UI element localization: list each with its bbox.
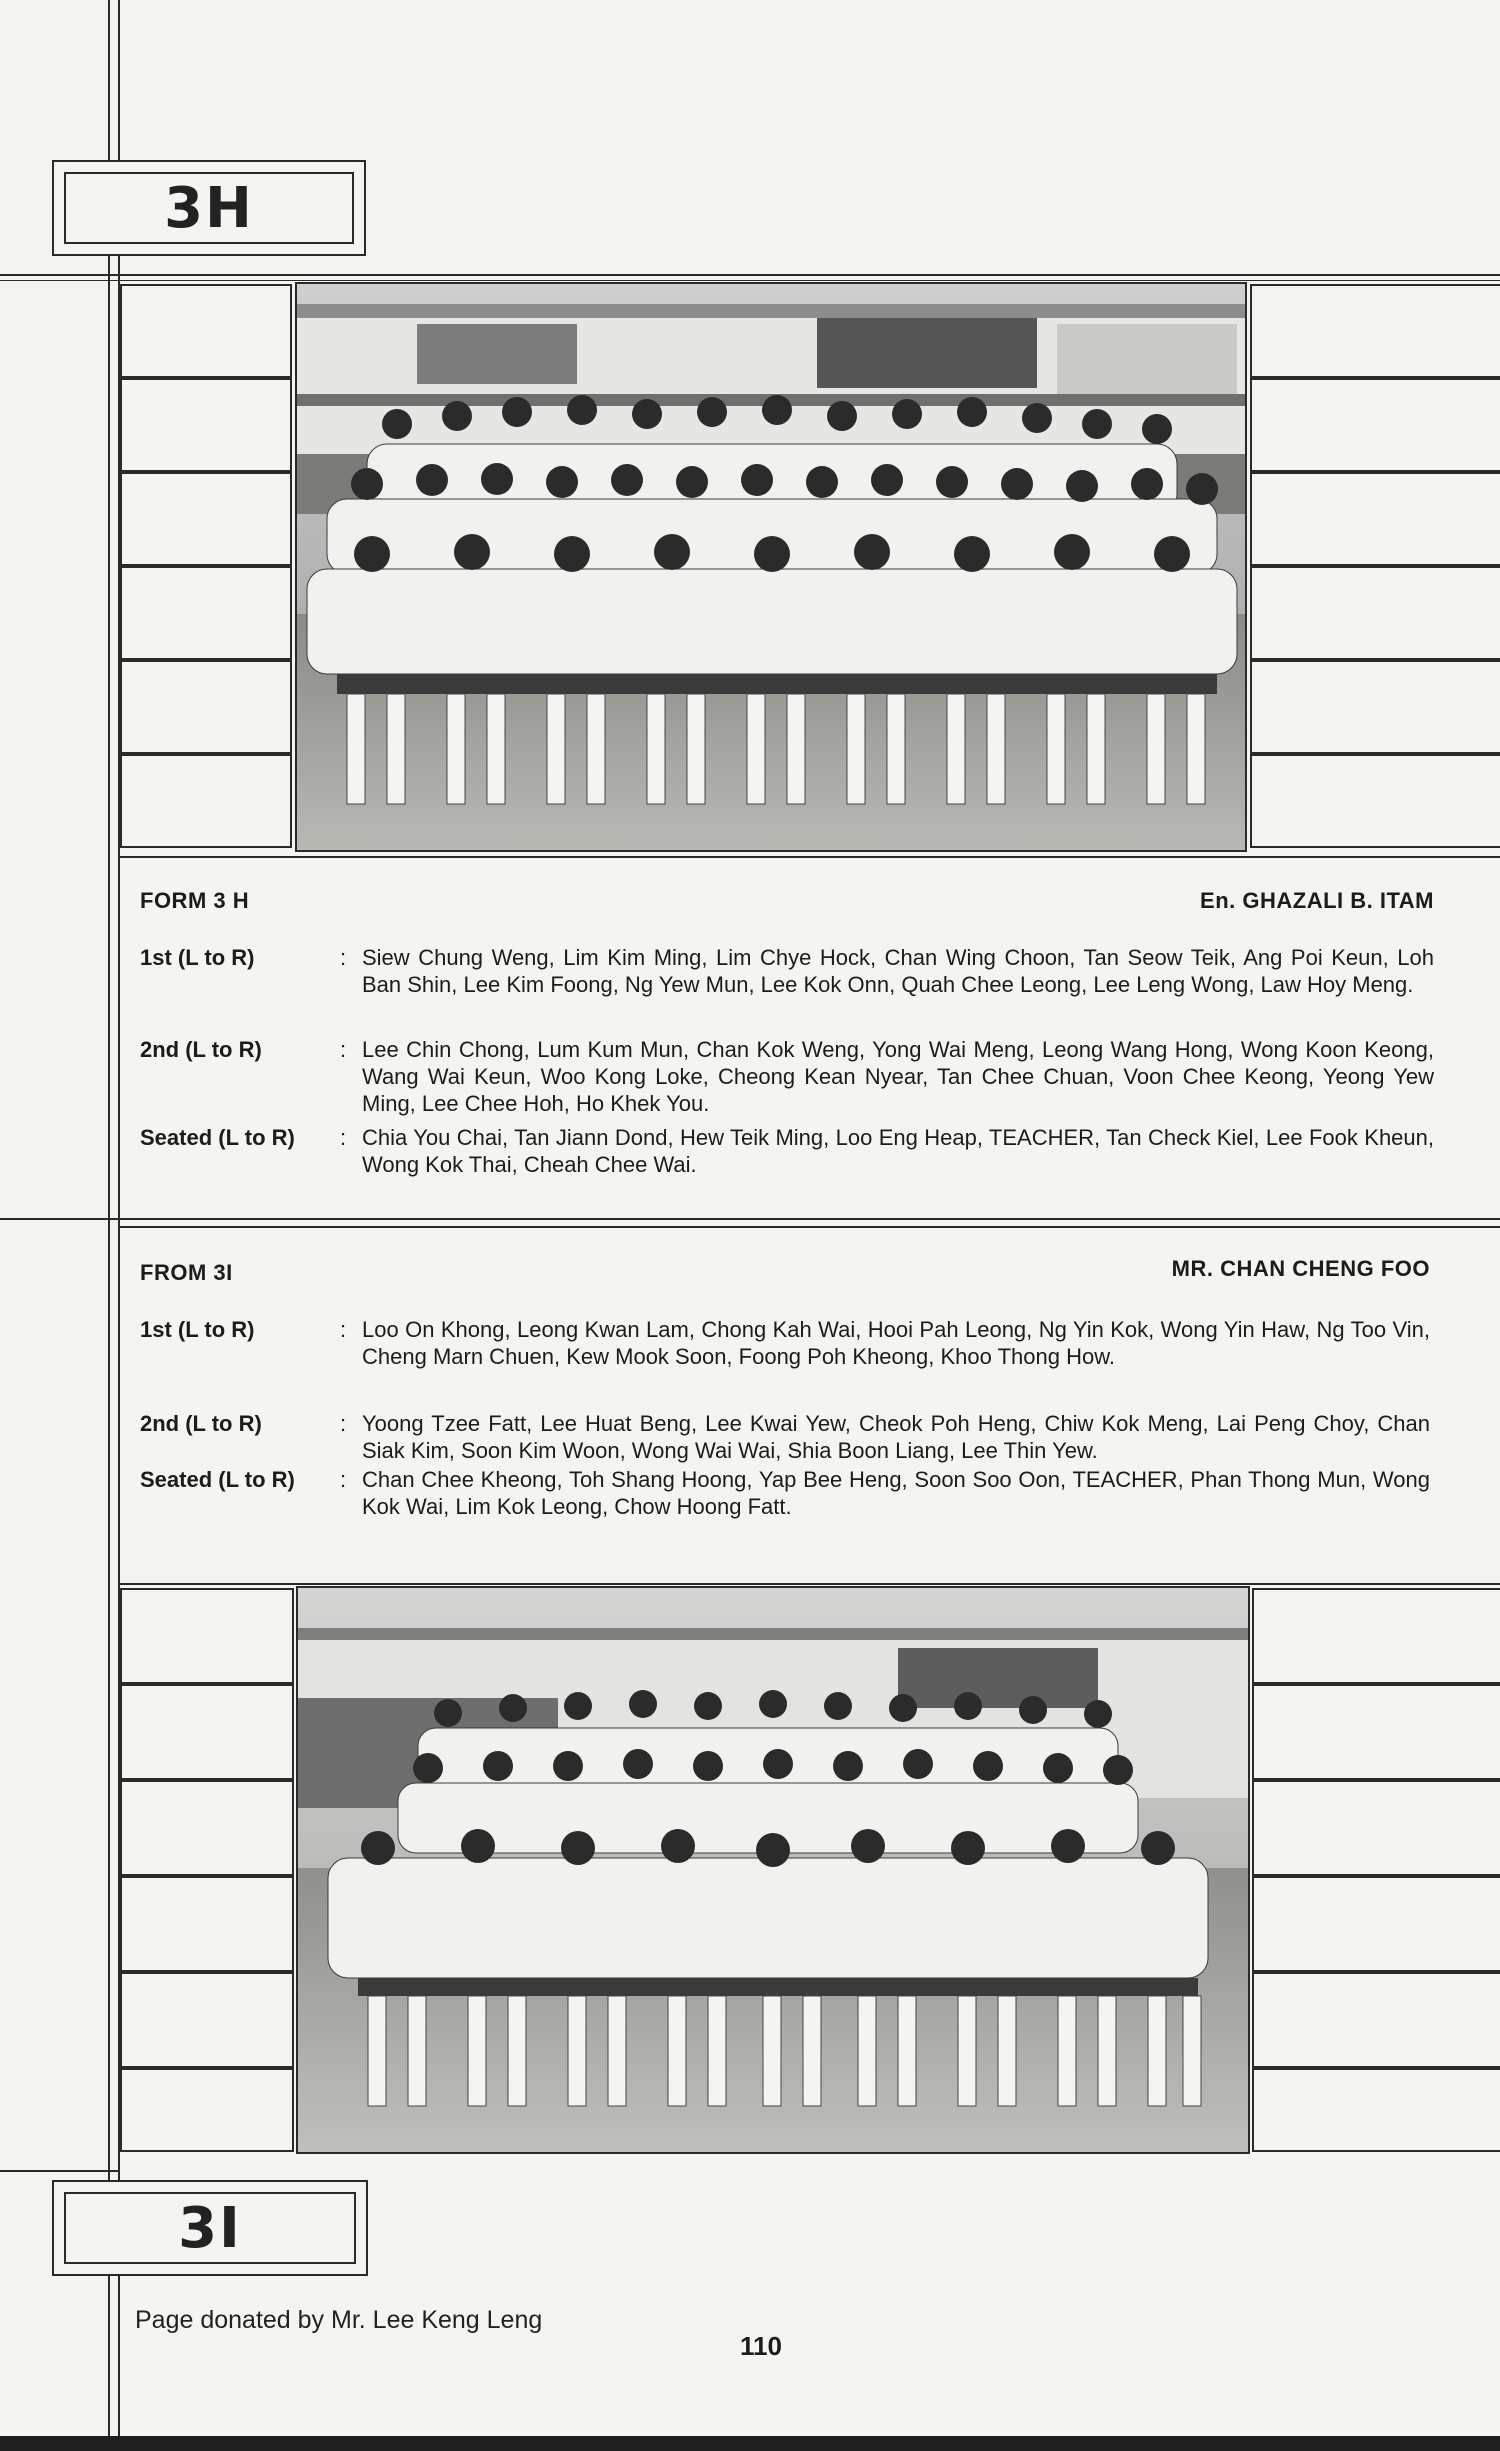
form-3i-title: FROM 3I [140, 1260, 233, 1285]
side-box [1252, 1684, 1500, 1780]
side-box [1252, 1972, 1500, 2068]
row-colon: : [340, 1037, 347, 1062]
section-tag-3i [52, 2180, 368, 2276]
row-names: Chan Chee Kheong, Toh Shang Hoong, Yap Bee Heng, Soon Soo Oon, TEACHER, Phan Thong Mun, Wong Kok Wai, Lim Kok Leong, Chow Hoong Fatt. [362, 1467, 1430, 1519]
form-3i-row-2 [140, 1410, 1430, 1464]
form-3h-row-1 [140, 944, 1434, 998]
page-number: 110 [740, 2331, 782, 2361]
side-box [120, 2068, 294, 2152]
section-tag-3i-box [64, 2192, 356, 2264]
section-tag-3h-box [64, 172, 354, 244]
row-label: 2nd (L to R) [140, 1037, 262, 1062]
row-label: 2nd (L to R) [140, 1411, 262, 1436]
side-box [120, 378, 292, 472]
side-box [120, 1588, 294, 1684]
row-label: Seated (L to R) [140, 1467, 295, 1492]
section-divider [0, 1218, 1500, 1220]
row-names: Loo On Khong, Leong Kwan Lam, Chong Kah Wai, Hooi Pah Leong, Ng Yin Kok, Wong Yin Haw, Ng Too Vin, Cheng Marn Chuen, Kew Mook Soon, Foong Poh Kheong, Khoo Thong How. [362, 1317, 1430, 1369]
side-box [120, 1876, 294, 1972]
side-box [120, 754, 292, 848]
side-box [1250, 378, 1500, 472]
row-names: Siew Chung Weng, Lim Kim Ming, Lim Chye Hock, Chan Wing Choon, Tan Seow Teik, Ang Poi Keun, Loh Ban Shin, Lee Kim Foong, Ng Yew Mun, Lee Kok Onn, Quah Chee Leong, Lee Leng Wong, Law Hoy Meng. [362, 945, 1434, 997]
row-colon: : [340, 945, 347, 970]
form-3h-row-2 [140, 1036, 1434, 1117]
side-box [1252, 1876, 1500, 1972]
class-photo-3h-image [297, 284, 1245, 850]
form-3h-title: FORM 3 H [140, 888, 250, 913]
class-photo-3i-image [298, 1588, 1248, 2152]
form-3i-row-3 [140, 1466, 1430, 1520]
row-colon: : [340, 1467, 347, 1492]
side-box [1252, 1588, 1500, 1684]
side-box [1250, 472, 1500, 566]
side-box [120, 1972, 294, 2068]
form-3i-row-1 [140, 1316, 1430, 1370]
frame-top-rule [0, 274, 1500, 276]
section-tag-3i-label: 3I [178, 2195, 242, 2261]
row-names: Chia You Chai, Tan Jiann Dond, Hew Teik Ming, Loo Eng Heap, TEACHER, Tan Check Kiel, Lee Fook Kheun, Wong Kok Thai, Cheah Chee Wai. [362, 1125, 1434, 1177]
class-photo-3i [296, 1586, 1250, 2154]
row-colon: : [340, 1411, 347, 1436]
frame-top-rule-2 [0, 280, 1500, 281]
frame-left-rail-outer [108, 0, 110, 2451]
side-box [120, 1780, 294, 1876]
side-box [1252, 1780, 1500, 1876]
row-names: Yoong Tzee Fatt, Lee Huat Beng, Lee Kwai Yew, Cheok Poh Heng, Chiw Kok Meng, Lai Peng Choy, Chan Siak Kim, Soon Kim Woon, Wong Wai Wai, Shia Boon Liang, Lee Thin Yew. [362, 1411, 1430, 1463]
row-label: 1st (L to R) [140, 1317, 255, 1342]
side-box [1250, 566, 1500, 660]
class-photo-3h [295, 282, 1247, 852]
form-3h-teacher: En. GHAZALI B. ITAM [1200, 888, 1434, 913]
side-box [120, 284, 292, 378]
section-tag-3h-label: 3H [164, 175, 254, 241]
bottom-edge-shadow [0, 2436, 1500, 2451]
form-3i-teacher: MR. CHAN CHENG FOO [1171, 1256, 1430, 1281]
side-box [1250, 660, 1500, 754]
bottom-tag-rule [0, 2170, 120, 2172]
row-names: Lee Chin Chong, Lum Kum Mun, Chan Kok Weng, Yong Wai Meng, Leong Wang Hong, Wong Koon Keong, Wang Wai Keun, Woo Kong Loke, Cheong Kean Nyear, Tan Chee Chuan, Voon Chee Keong, Yeong Yew Ming, Lee Chee Hoh, Ho Khek You. [362, 1037, 1434, 1116]
row-label: 1st (L to R) [140, 945, 255, 970]
page-donation-credit: Page donated by Mr. Lee Keng Leng [135, 2306, 543, 2334]
side-box [120, 472, 292, 566]
side-box [120, 1684, 294, 1780]
side-box [1250, 754, 1500, 848]
form-3h-row-3 [140, 1124, 1434, 1178]
row-colon: : [340, 1125, 347, 1150]
side-box [1250, 284, 1500, 378]
row-label: Seated (L to R) [140, 1125, 295, 1150]
side-box [1252, 2068, 1500, 2152]
side-box [120, 660, 292, 754]
row-colon: : [340, 1317, 347, 1342]
section-tag-3h [52, 160, 366, 256]
side-box [120, 566, 292, 660]
